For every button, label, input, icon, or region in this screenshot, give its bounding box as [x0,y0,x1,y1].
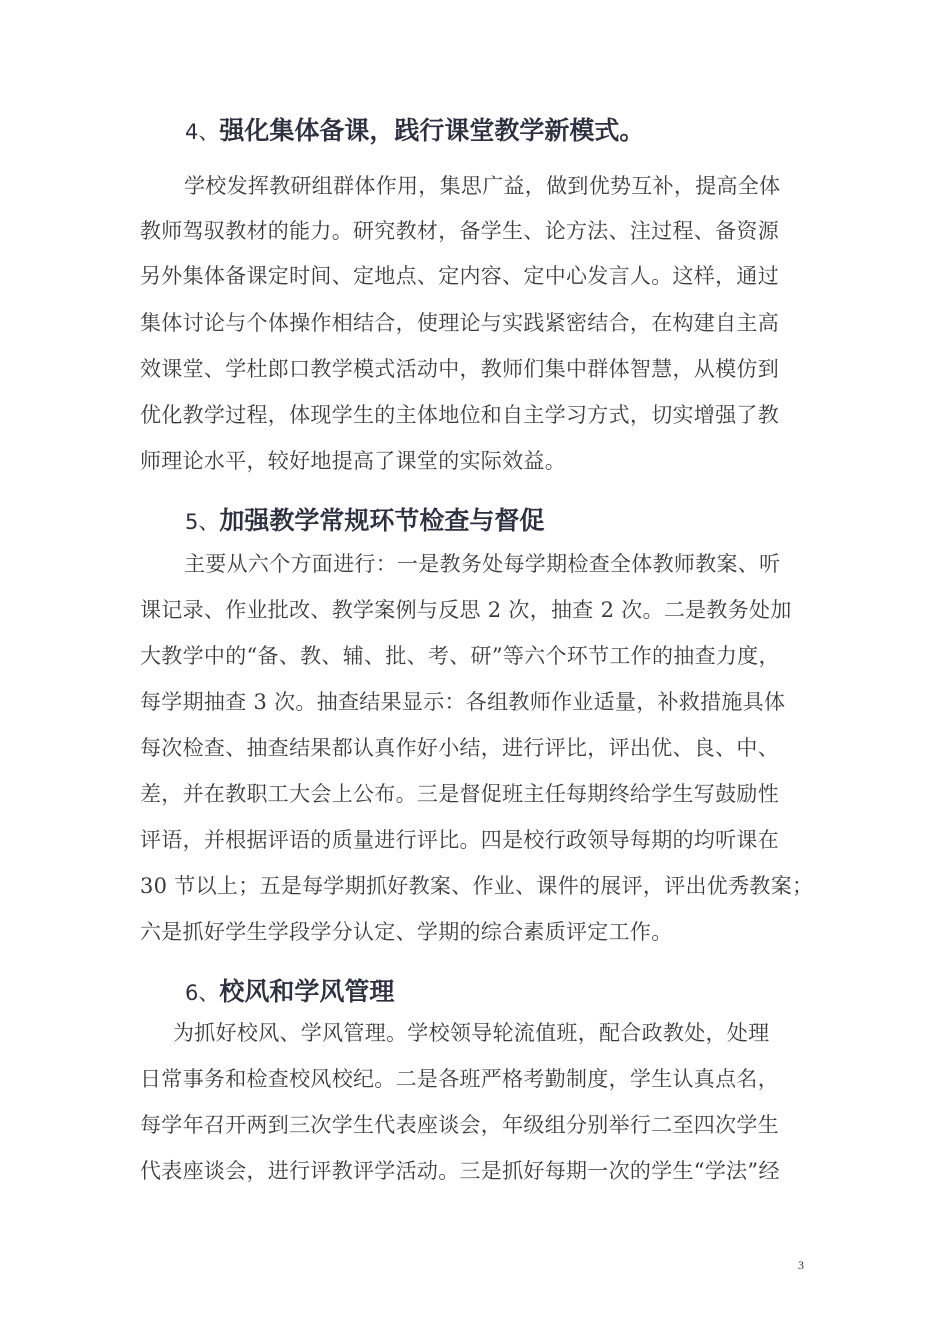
heading-number: 6、 [185,981,220,1005]
page-number: 3 [798,1258,804,1272]
paragraph-line: 效课堂、学杜郎口教学模式活动中，教师们集中群体智慧，从模仿到 [140,357,779,381]
paragraph-line: 每次检查、抽查结果都认真作好小结，进行评比，评出优、良、中、 [140,736,779,760]
paragraph-line: 课记录、作业批改、教学案例与反思 2 次，抽查 2 次。二是教务处加 [140,598,792,622]
section-heading-6 [185,976,394,1009]
paragraph-line: 每学年召开两到三次学生代表座谈会，年级组分别举行二至四次学生 [140,1113,779,1137]
paragraph-line: 优化教学过程，体现学生的主体地位和自主学习方式，切实增强了教 [140,403,779,427]
paragraph-line: 教师驾驭教材的能力。研究教材，备学生、论方法、注过程、备资源 [140,219,779,243]
paragraph-line: 为抓好校风、学风管理。学校领导轮流值班，配合政教处，处理 [173,1021,770,1045]
paragraph-line: 学校发挥教研组群体作用，集思广益，做到优势互补，提高全体 [184,174,781,198]
paragraph-line: 差，并在教职工大会上公布。三是督促班主任每期终给学生写鼓励性 [140,782,779,806]
heading-text: 校风和学风管理 [219,977,395,1006]
paragraph-line: 集体讨论与个体操作相结合，使理论与实践紧密结合，在构建自主高 [140,311,779,335]
heading-text: 加强教学常规环节检查与督促 [219,506,545,535]
heading-number: 5、 [185,510,220,534]
paragraph-line: 评语，并根据评语的质量进行评比。四是校行政领导每期的均听课在 [140,828,779,852]
paragraph-line: 每学期抽查 3 次。抽查结果显示：各组教师作业适量，补救措施具体 [140,690,786,714]
paragraph-line: 主要从六个方面进行：一是教务处每学期检查全体教师教案、听 [184,552,781,576]
paragraph-line: 代表座谈会，进行评教评学活动。三是抓好每期一次的学生“学法”经 [140,1159,780,1183]
paragraph-line: 六是抓好学生学段学分认定、学期的综合素质评定工作。 [140,920,673,944]
paragraph-line: 另外集体备课定时间、定地点、定内容、定中心发言人。这样，通过 [140,264,779,288]
paragraph-line: 师理论水平，较好地提高了课堂的实际效益。 [140,449,566,473]
section-heading-5 [185,505,544,538]
paragraph-line: 30 节以上；五是每学期抓好教案、作业、课件的展评，评出优秀教案； [140,874,814,898]
heading-number: 4、 [185,120,220,144]
section-heading-4 [185,115,644,148]
paragraph-line: 大教学中的“备、教、辅、批、考、研”等六个环节工作的抽查力度， [140,644,780,668]
heading-text: 强化集体备课，践行课堂教学新模式。 [219,116,645,145]
paragraph-line: 日常事务和检查校风校纪。二是各班严格考勤制度，学生认真点名， [140,1067,779,1091]
